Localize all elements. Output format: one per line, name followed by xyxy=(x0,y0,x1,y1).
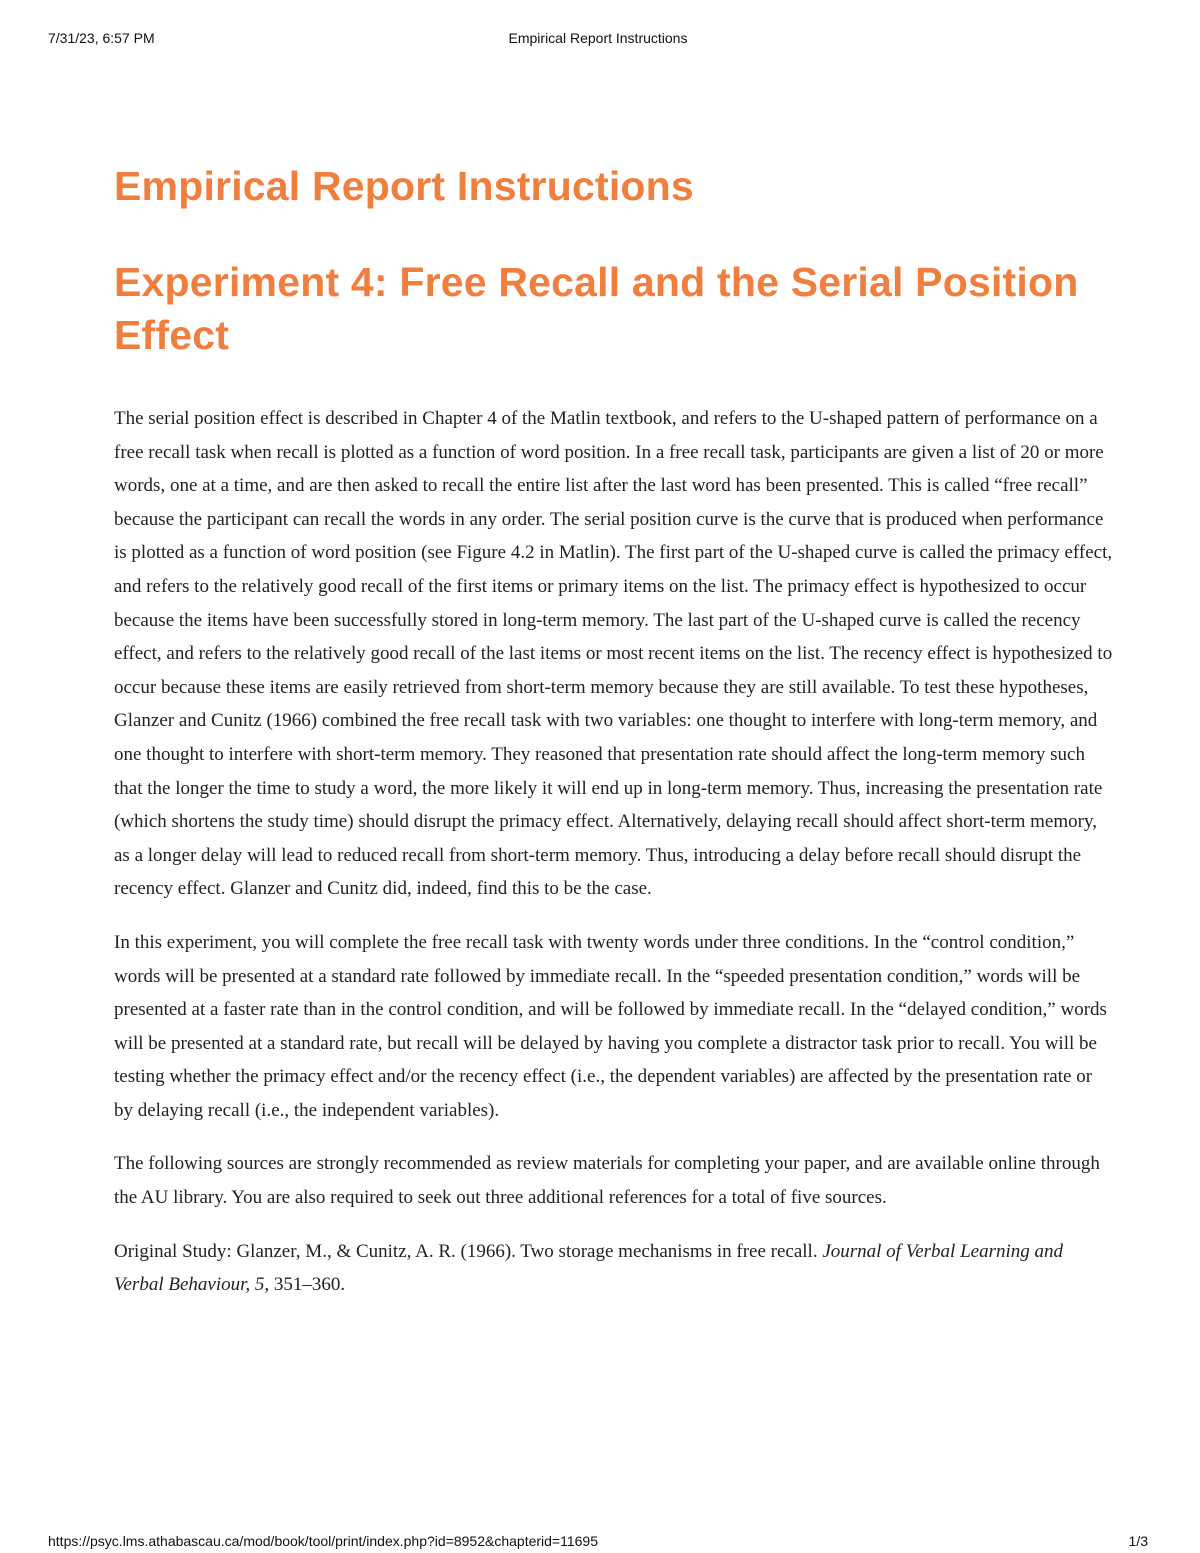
paragraph-serial-position: The serial position effect is described in Chapter 4 of the Matlin textbook, and refers to the U-shaped pattern of performance on a free recall task when recall is plotted as a function of word position. In a free recall task, participants are given a list of 20 or more words, one at a time, and are then asked to recall the entire list after the last word has been presented. This is called “free recall” because the participant can recall the words in any order. The serial position curve is the curve that is produced when performance is plotted as a function of word position (see Figure 4.2 in Matlin). The first part of the U-shaped curve is called the primacy effect, and refers to the relatively good recall of the first items or primary items on the list. The primacy effect is hypothesized to occur because the items have been successfully stored in long-term memory. The last part of the U-shaped curve is called the recency effect, and refers to the relatively good recall of the last items or most recent items on the list. The recency effect is hypothesized to occur because these items are easily retrieved from short-term memory because they are still available. To test these hypotheses, Glanzer and Cunitz (1966) combined the free recall task with two variables: one thought to interfere with long-term memory, and one thought to interfere with short-term memory. They reasoned that presentation rate should affect the long-term memory such that the longer the time to study a word, the more likely it will end up in long-term memory. Thus, increasing the presentation rate (which shortens the study time) should disrupt the primacy effect. Alternatively, delaying recall should affect short-term memory, as a longer delay will lead to reduced recall from short-term memory. Thus, introducing a delay before recall should disrupt the recency effect. Glanzer and Cunitz did, indeed, find this to be the case. xyxy=(114,408,1113,900)
reference-prefix: Original Study: Glanzer, M., & Cunitz, A. R. (1966). Two storage mechanisms in free recall. xyxy=(114,1240,823,1262)
print-page-title: Empirical Report Instructions xyxy=(508,30,688,46)
print-url: https://psyc.lms.athabascau.ca/mod/book/tool/print/index.php?id=8952&chapterid=11695 xyxy=(48,1533,598,1549)
print-datetime: 7/31/23, 6:57 PM xyxy=(48,30,155,46)
page-title: Empirical Report Instructions xyxy=(114,163,694,209)
reference-suffix: 351–360. xyxy=(269,1274,346,1296)
print-footer xyxy=(48,1533,1148,1553)
experiment-heading: Experiment 4: Free Recall and the Serial Position Effect xyxy=(114,259,1079,358)
paragraph-experiment: In this experiment, you will complete the free recall task with twenty words under three conditions. In the “control condition,” words will be presented at a standard rate followed by immediate recall. In the “speeded presentation condition,” words will be presented at a faster rate than in the control condition, and will be followed by immediate recall. In the “delayed condition,” words will be presented at a standard rate, but recall will be delayed by having you complete a distractor task prior to recall. You will be testing whether the primacy effect and/or the recency effect (i.e., the dependent variables) are affected by the presentation rate or by delaying recall (i.e., the independent variables). xyxy=(114,931,1107,1121)
paragraph-sources: The following sources are strongly recommended as review materials for completing your paper, and are available online through the AU library. You are also required to seek out three additional references for a total of five sources. xyxy=(114,1153,1100,1209)
print-page-number: 1/3 xyxy=(1128,1533,1148,1549)
reference-journal: Journal of Verbal Learning and Verbal Behaviour, 5, xyxy=(114,1240,1063,1296)
print-header xyxy=(48,30,1148,50)
reference-original-study xyxy=(114,1235,1114,1302)
document-content xyxy=(114,160,1114,1322)
